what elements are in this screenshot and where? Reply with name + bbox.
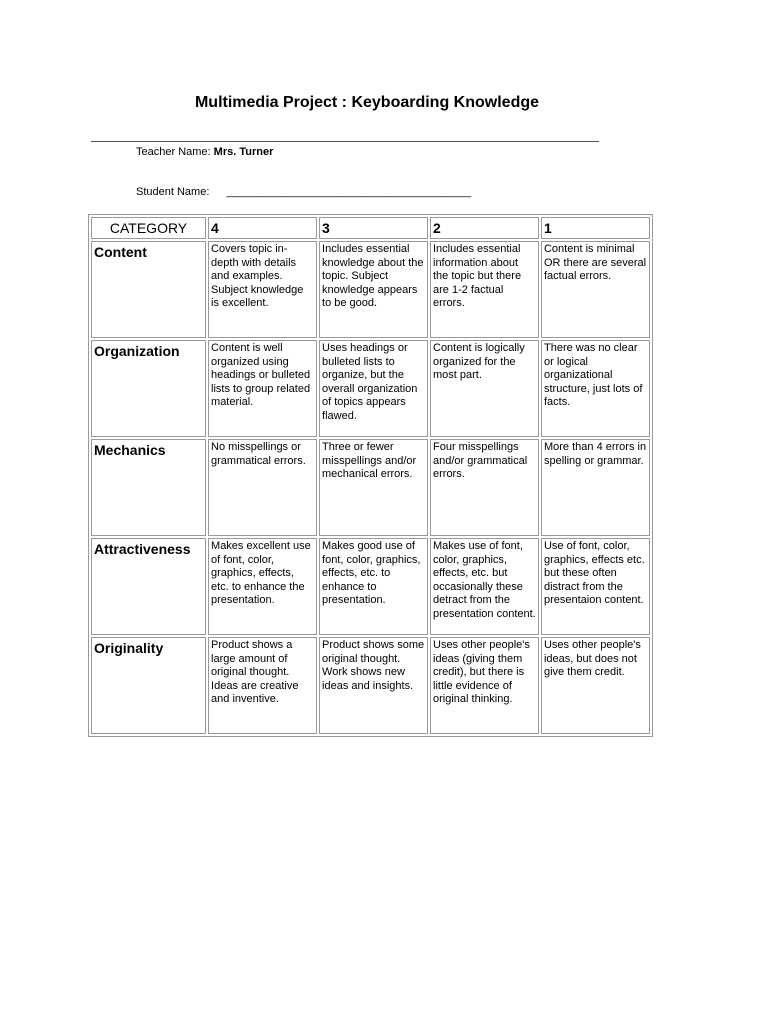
criteria-cell: Content is logically organized for the most part.	[430, 340, 539, 437]
teacher-line	[136, 146, 273, 158]
category-cell: Attractiveness	[91, 538, 206, 635]
criteria-cell: Uses other people's ideas (giving them credit), but there is little evidence of original thinking.	[430, 637, 539, 734]
criteria-cell: Covers topic in-depth with details and examples. Subject knowledge is excellent.	[208, 241, 317, 338]
criteria-cell: Uses headings or bulleted lists to organize, but the overall organization of topics appears flawed.	[319, 340, 428, 437]
criteria-cell: Content is well organized using headings or bulleted lists to group related material.	[208, 340, 317, 437]
criteria-cell: Makes use of font, color, graphics, effects, etc. but occasionally these detract from the presentation content.	[430, 538, 539, 635]
criteria-cell: Three or fewer misspellings and/or mechanical errors.	[319, 439, 428, 536]
page-title: Multimedia Project : Keyboarding Knowledge	[194, 94, 540, 111]
student-line	[136, 186, 471, 198]
criteria-cell: No misspellings or grammatical errors.	[208, 439, 317, 536]
header-category: CATEGORY	[91, 217, 206, 239]
header-score-4: 4	[208, 217, 317, 239]
criteria-cell: Uses other people's ideas, but does not give them credit.	[541, 637, 650, 734]
criteria-cell: More than 4 errors in spelling or grammar.	[541, 439, 650, 536]
category-cell: Organization	[91, 340, 206, 437]
criteria-cell: Four misspellings and/or grammatical errors.	[430, 439, 539, 536]
criteria-cell: Content is minimal OR there are several factual errors.	[541, 241, 650, 338]
header-score-2: 2	[430, 217, 539, 239]
criteria-cell: Makes excellent use of font, color, graphics, effects, etc. to enhance the presentation.	[208, 538, 317, 635]
table-row	[91, 340, 650, 437]
table-row	[91, 241, 650, 338]
criteria-cell: Product shows some original thought. Work shows new ideas and insights.	[319, 637, 428, 734]
teacher-label: Teacher Name:	[136, 146, 211, 158]
criteria-cell: There was no clear or logical organizational structure, just lots of facts.	[541, 340, 650, 437]
category-cell: Content	[91, 241, 206, 338]
rubric-table	[88, 214, 653, 737]
criteria-cell: Makes good use of font, color, graphics, effects, etc. to enhance to presentation.	[319, 538, 428, 635]
table-row	[91, 637, 650, 734]
teacher-name: Mrs. Turner	[213, 146, 274, 158]
criteria-cell: Includes essential information about the topic but there are 1-2 factual errors.	[430, 241, 539, 338]
category-cell: Mechanics	[91, 439, 206, 536]
header-score-1: 1	[541, 217, 650, 239]
criteria-cell: Includes essential knowledge about the topic. Subject knowledge appears to be good.	[319, 241, 428, 338]
table-row	[91, 439, 650, 536]
title-divider	[91, 141, 599, 142]
student-label: Student Name:	[136, 186, 210, 198]
header-score-3: 3	[319, 217, 428, 239]
criteria-cell: Product shows a large amount of original thought. Ideas are creative and inventive.	[208, 637, 317, 734]
category-cell: Originality	[91, 637, 206, 734]
criteria-cell: Use of font, color, graphics, effects etc. but these often distract from the presentaion content.	[541, 538, 650, 635]
student-name-blank: ________________________________________	[226, 186, 472, 198]
table-row	[91, 538, 650, 635]
header-row	[91, 217, 650, 239]
